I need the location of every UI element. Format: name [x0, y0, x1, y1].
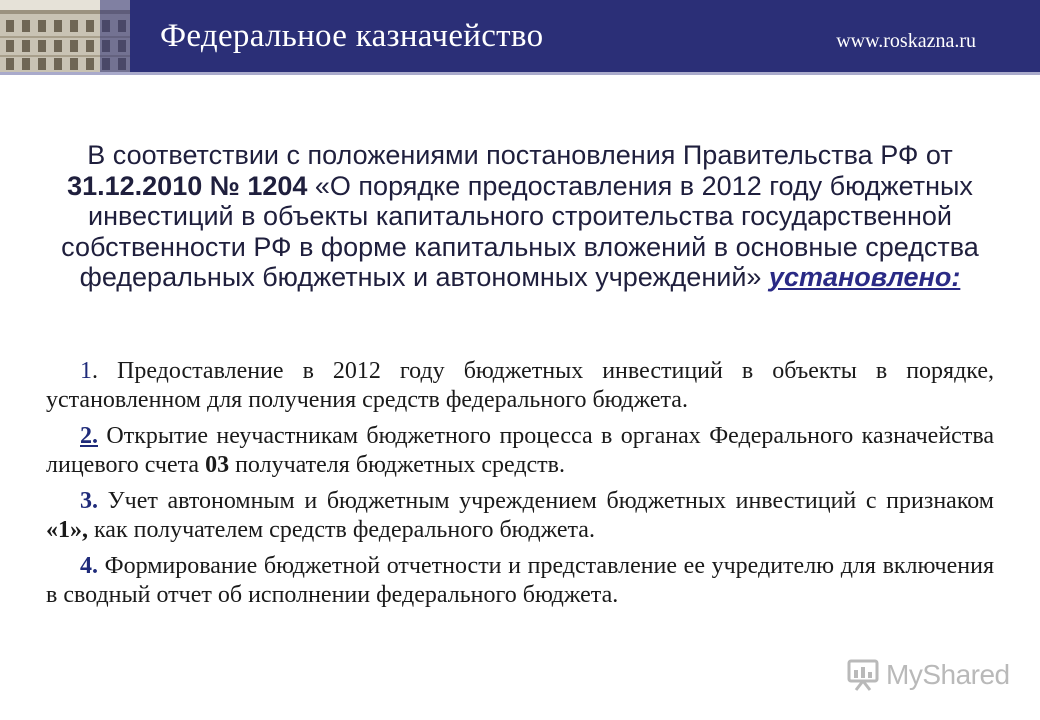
item-text: Формирование бюджетной отчетности и представление ее учредителю для включения в сводный отчет об исполнении федерального бюджета.: [46, 553, 994, 608]
item-number: 3.: [80, 488, 98, 514]
item-number: 4.: [80, 553, 98, 579]
decree-number: 31.12.2010 № 1204: [67, 170, 308, 201]
list-item: [46, 422, 994, 480]
intro-text-part1: В соответствии с положениями постановления Правительства РФ от: [87, 140, 953, 170]
list-item: [46, 357, 994, 415]
building-image: [0, 0, 130, 72]
header-title: Федеральное казначейство: [160, 18, 544, 54]
item-text-end: получателя бюджетных средств.: [229, 452, 566, 478]
item-text-end: как получателем средств федерального бюджета.: [88, 517, 595, 543]
attribute-code: «1»,: [46, 517, 88, 543]
intro-text-part2: «О порядке предоставления в 2012 году бюджетных инвестиций в объекты капитального строительства государственной собственности РФ в форме капитальных вложений в основные средства федеральных бюджетных и автономных учреждений»: [61, 170, 979, 292]
item-text: Учет автономным и бюджетным учреждением бюджетных инвестиций с признаком: [98, 488, 994, 514]
item-text: Предоставление в 2012 году бюджетных инвестиций в объекты в порядке, установленном для получения средств федерального бюджета.: [46, 358, 994, 413]
list-item: [46, 552, 994, 610]
item-number-sep: .: [92, 358, 98, 384]
item-text: Открытие неучастникам бюджетного процесса в органах Федерального казначейства лицевого счета: [46, 423, 994, 478]
header-url[interactable]: www.roskazna.ru: [836, 30, 976, 52]
presentation-icon: [846, 658, 880, 692]
items-list: [46, 357, 994, 617]
watermark-text: MyShared: [886, 659, 1010, 690]
list-item: [46, 487, 994, 545]
header-banner: [0, 0, 1040, 75]
item-number: 2.: [80, 423, 98, 449]
account-code: 03: [205, 452, 230, 478]
established-emphasis: установлено:: [768, 262, 961, 292]
item-number: 1: [80, 358, 92, 384]
watermark: [846, 656, 1016, 694]
intro-paragraph: [40, 140, 1000, 293]
